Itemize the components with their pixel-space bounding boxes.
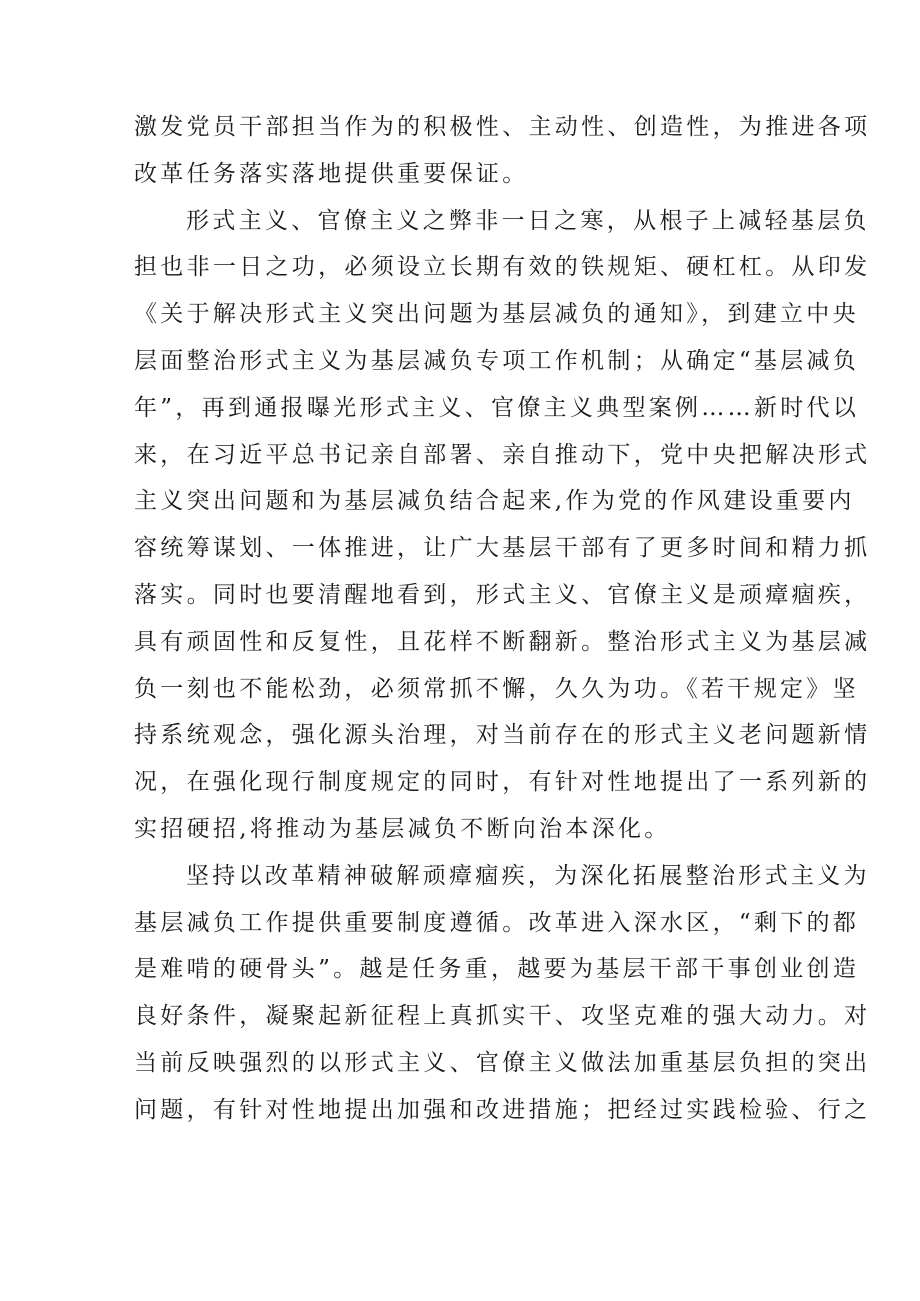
paragraph-2-line-1: 形式主义、官僚主义之弊非一日之寒，从根子上减轻基层负 — [186, 207, 870, 234]
paragraph-2-line-6: 来，在习近平总书记亲自部署、亲自推动下，党中央把解决形式 — [134, 441, 871, 468]
paragraph-2-line-7: 主义突出问题和为基层减负结合起来,作为党的作风建设重要内 — [134, 488, 855, 515]
paragraph-1-line-2: 改革任务落实落地提供重要保证。 — [134, 160, 529, 187]
paragraph-2-line-12: 持系统观念，强化源头治理，对当前存在的形式主义老问题新情 — [134, 722, 871, 749]
paragraph-3-line-6: 问题，有针对性地提出加强和改进措施；把经过实践检验、行之 — [134, 1096, 871, 1123]
document-body — [134, 104, 871, 1134]
paragraph-3-line-2: 基层减负工作提供重要制度遵循。改革进入深水区，“剩下的都 — [134, 909, 860, 936]
paragraph-2-line-8: 容统筹谋划、一体推进，让广大基层干部有了更多时间和精力抓 — [134, 535, 871, 562]
paragraph-2-line-13: 况，在强化现行制度规定的同时，有针对性地提出了一系列新的 — [134, 769, 871, 796]
paragraph-2-line-10: 具有顽固性和反复性，且花样不断翻新。整治形式主义为基层减 — [134, 628, 871, 655]
paragraph-2-line-14: 实招硬招,将推动为基层减负不断向治本深化。 — [134, 815, 671, 842]
paragraph-2-line-2: 担也非一日之功，必须设立长期有效的铁规矩、硬杠杠。从印发 — [134, 254, 871, 281]
paragraph-3-line-5: 当前反映强烈的以形式主义、官僚主义做法加重基层负担的突出 — [134, 1049, 871, 1076]
paragraph-3-line-1: 坚持以改革精神破解顽瘴痼疾，为深化拓展整治形式主义为 — [186, 862, 870, 889]
paragraph-1-line-1: 激发党员干部担当作为的积极性、主动性、创造性，为推进各项 — [134, 114, 871, 140]
paragraph-2-line-3: 《关于解决形式主义突出问题为基层减负的通知》，到建立中央 — [134, 301, 859, 328]
paragraph-3-line-4: 良好条件，凝聚起新征程上真抓实干、攻坚克难的强大动力。对 — [134, 1003, 871, 1030]
paragraph-2-line-5: 年”，再到通报曝光形式主义、官僚主义典型案例……新时代以 — [134, 394, 860, 421]
paragraph-2-line-9: 落实。同时也要清醒地看到，形式主义、官僚主义是顽瘴痼疾， — [134, 581, 871, 608]
paragraph-3-line-3: 是难啃的硬骨头”。越是任务重，越要为基层干部干事创业创造 — [134, 956, 860, 983]
paragraph-2-line-4: 层面整治形式主义为基层减负专项工作机制；从确定“基层减负 — [134, 347, 860, 374]
paragraph-2-line-11: 负一刻也不能松劲，必须常抓不懈，久久为功。《若干规定》坚 — [134, 675, 859, 702]
